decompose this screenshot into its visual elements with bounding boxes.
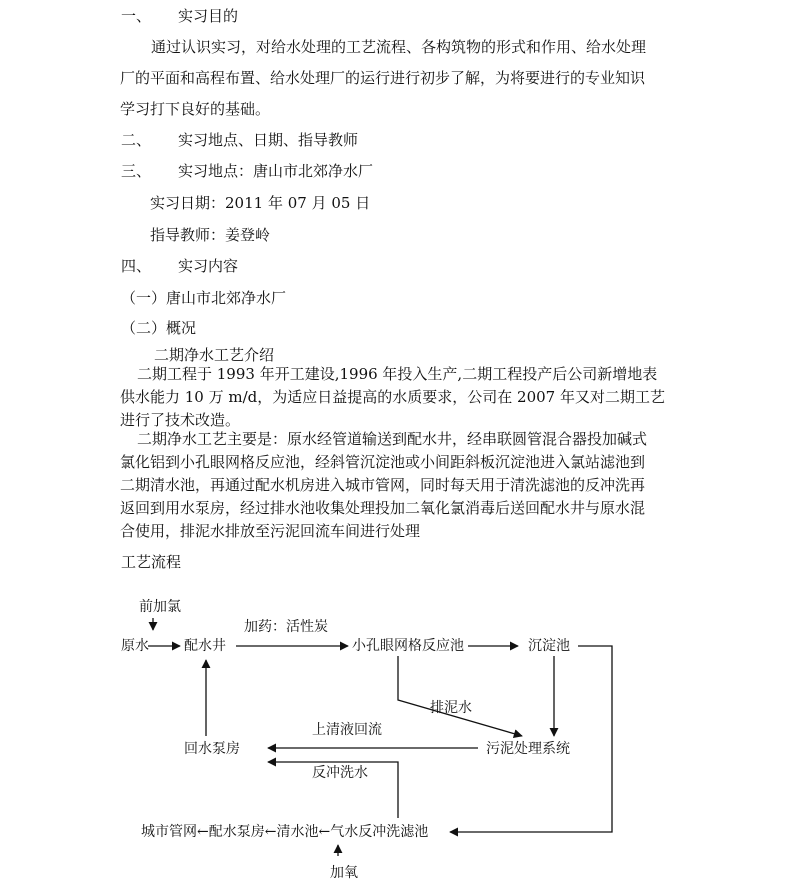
purpose-line-2: 厂的平面和高程布置、给水处理厂的运行进行初步了解，为将要进行的专业知识: [120, 69, 646, 87]
heading-3-number: 三、: [121, 162, 152, 180]
phase2-line-2: 供水能力 10 万 m/d，为适应日益提高的水质要求，公司在 2007 年又对二期工艺: [120, 388, 665, 406]
process-line-2: 氯化铝到小孔眼网格反应池，经斜管沉淀池或小间距斜板沉淀池进入氯站滤池到: [120, 453, 646, 471]
internship-date: 实习日期：2011 年 07 月 05 日: [150, 194, 371, 212]
heading-1-title: 实习目的: [178, 7, 239, 25]
heading-3-title: 实习地点：唐山市北郊净水厂: [178, 162, 374, 180]
flow-distribution-well: 配水井: [184, 638, 226, 654]
phase2-line-3: 进行了技术改造。: [120, 411, 241, 429]
process-line-5: 合使用，排泥水排放至污泥回流车间进行处理: [120, 522, 421, 540]
process-line-4: 返回到用水泵房，经过排水池收集处理投加二氧化氯消毒后送回配水井与原水混: [120, 499, 646, 517]
subheading-overview: （二）概况: [121, 319, 197, 337]
flow-raw-water: 原水: [121, 638, 149, 654]
heading-4-title: 实习内容: [178, 257, 239, 275]
purpose-line-3: 学习打下良好的基础。: [120, 100, 271, 118]
heading-4-number: 四、: [121, 257, 152, 275]
flow-title: 工艺流程: [121, 553, 182, 571]
flow-sludge-discharge: 排泥水: [430, 700, 472, 716]
process-line-1: 二期净水工艺主要是：原水经管道输送到配水井，经串联圆管混合器投加碱式: [137, 430, 648, 448]
flow-backwash-water: 反冲洗水: [312, 765, 368, 781]
heading-2-number: 二、: [121, 131, 152, 149]
flow-sedimentation: 沉淀池: [528, 638, 570, 654]
purpose-line-1: 通过认识实习，对给水处理的工艺流程、各构筑物的形式和作用、给水处理: [151, 38, 647, 56]
flow-reaction-tank: 小孔眼网格反应池: [352, 638, 464, 654]
internship-teacher: 指导教师：姜登岭: [150, 226, 271, 244]
subheading-plant: （一）唐山市北郊净水厂: [121, 289, 287, 307]
flow-bottom-chain: 城市管网←配水泵房←清水池←气水反冲洗滤池: [141, 824, 429, 840]
heading-2-title: 实习地点、日期、指导教师: [178, 131, 359, 149]
sedimentation-to-filter-arrow: [450, 646, 612, 832]
flow-supernatant-return: 上清液回流: [312, 722, 382, 738]
flow-sludge-treatment: 污泥处理系统: [486, 741, 570, 757]
process-line-3: 二期清水池，再通过配水机房进入城市管网，同时每天用于清洗滤池的反冲洗再: [120, 476, 646, 494]
heading-1-number: 一、: [121, 7, 152, 25]
flow-dosing: 加药：活性炭: [244, 619, 328, 635]
phase2-title: 二期净水工艺介绍: [154, 346, 275, 364]
flow-return-pump-room: 回水泵房: [184, 741, 240, 757]
flow-pre-chlorine: 前加氯: [139, 599, 181, 615]
phase2-line-1: 二期工程于 1993 年开工建设,1996 年投入生产,二期工程投产后公司新增地表: [137, 365, 658, 383]
sludge-discharge-arrow: [398, 656, 522, 736]
flow-chlorination: 加氧: [330, 865, 358, 881]
